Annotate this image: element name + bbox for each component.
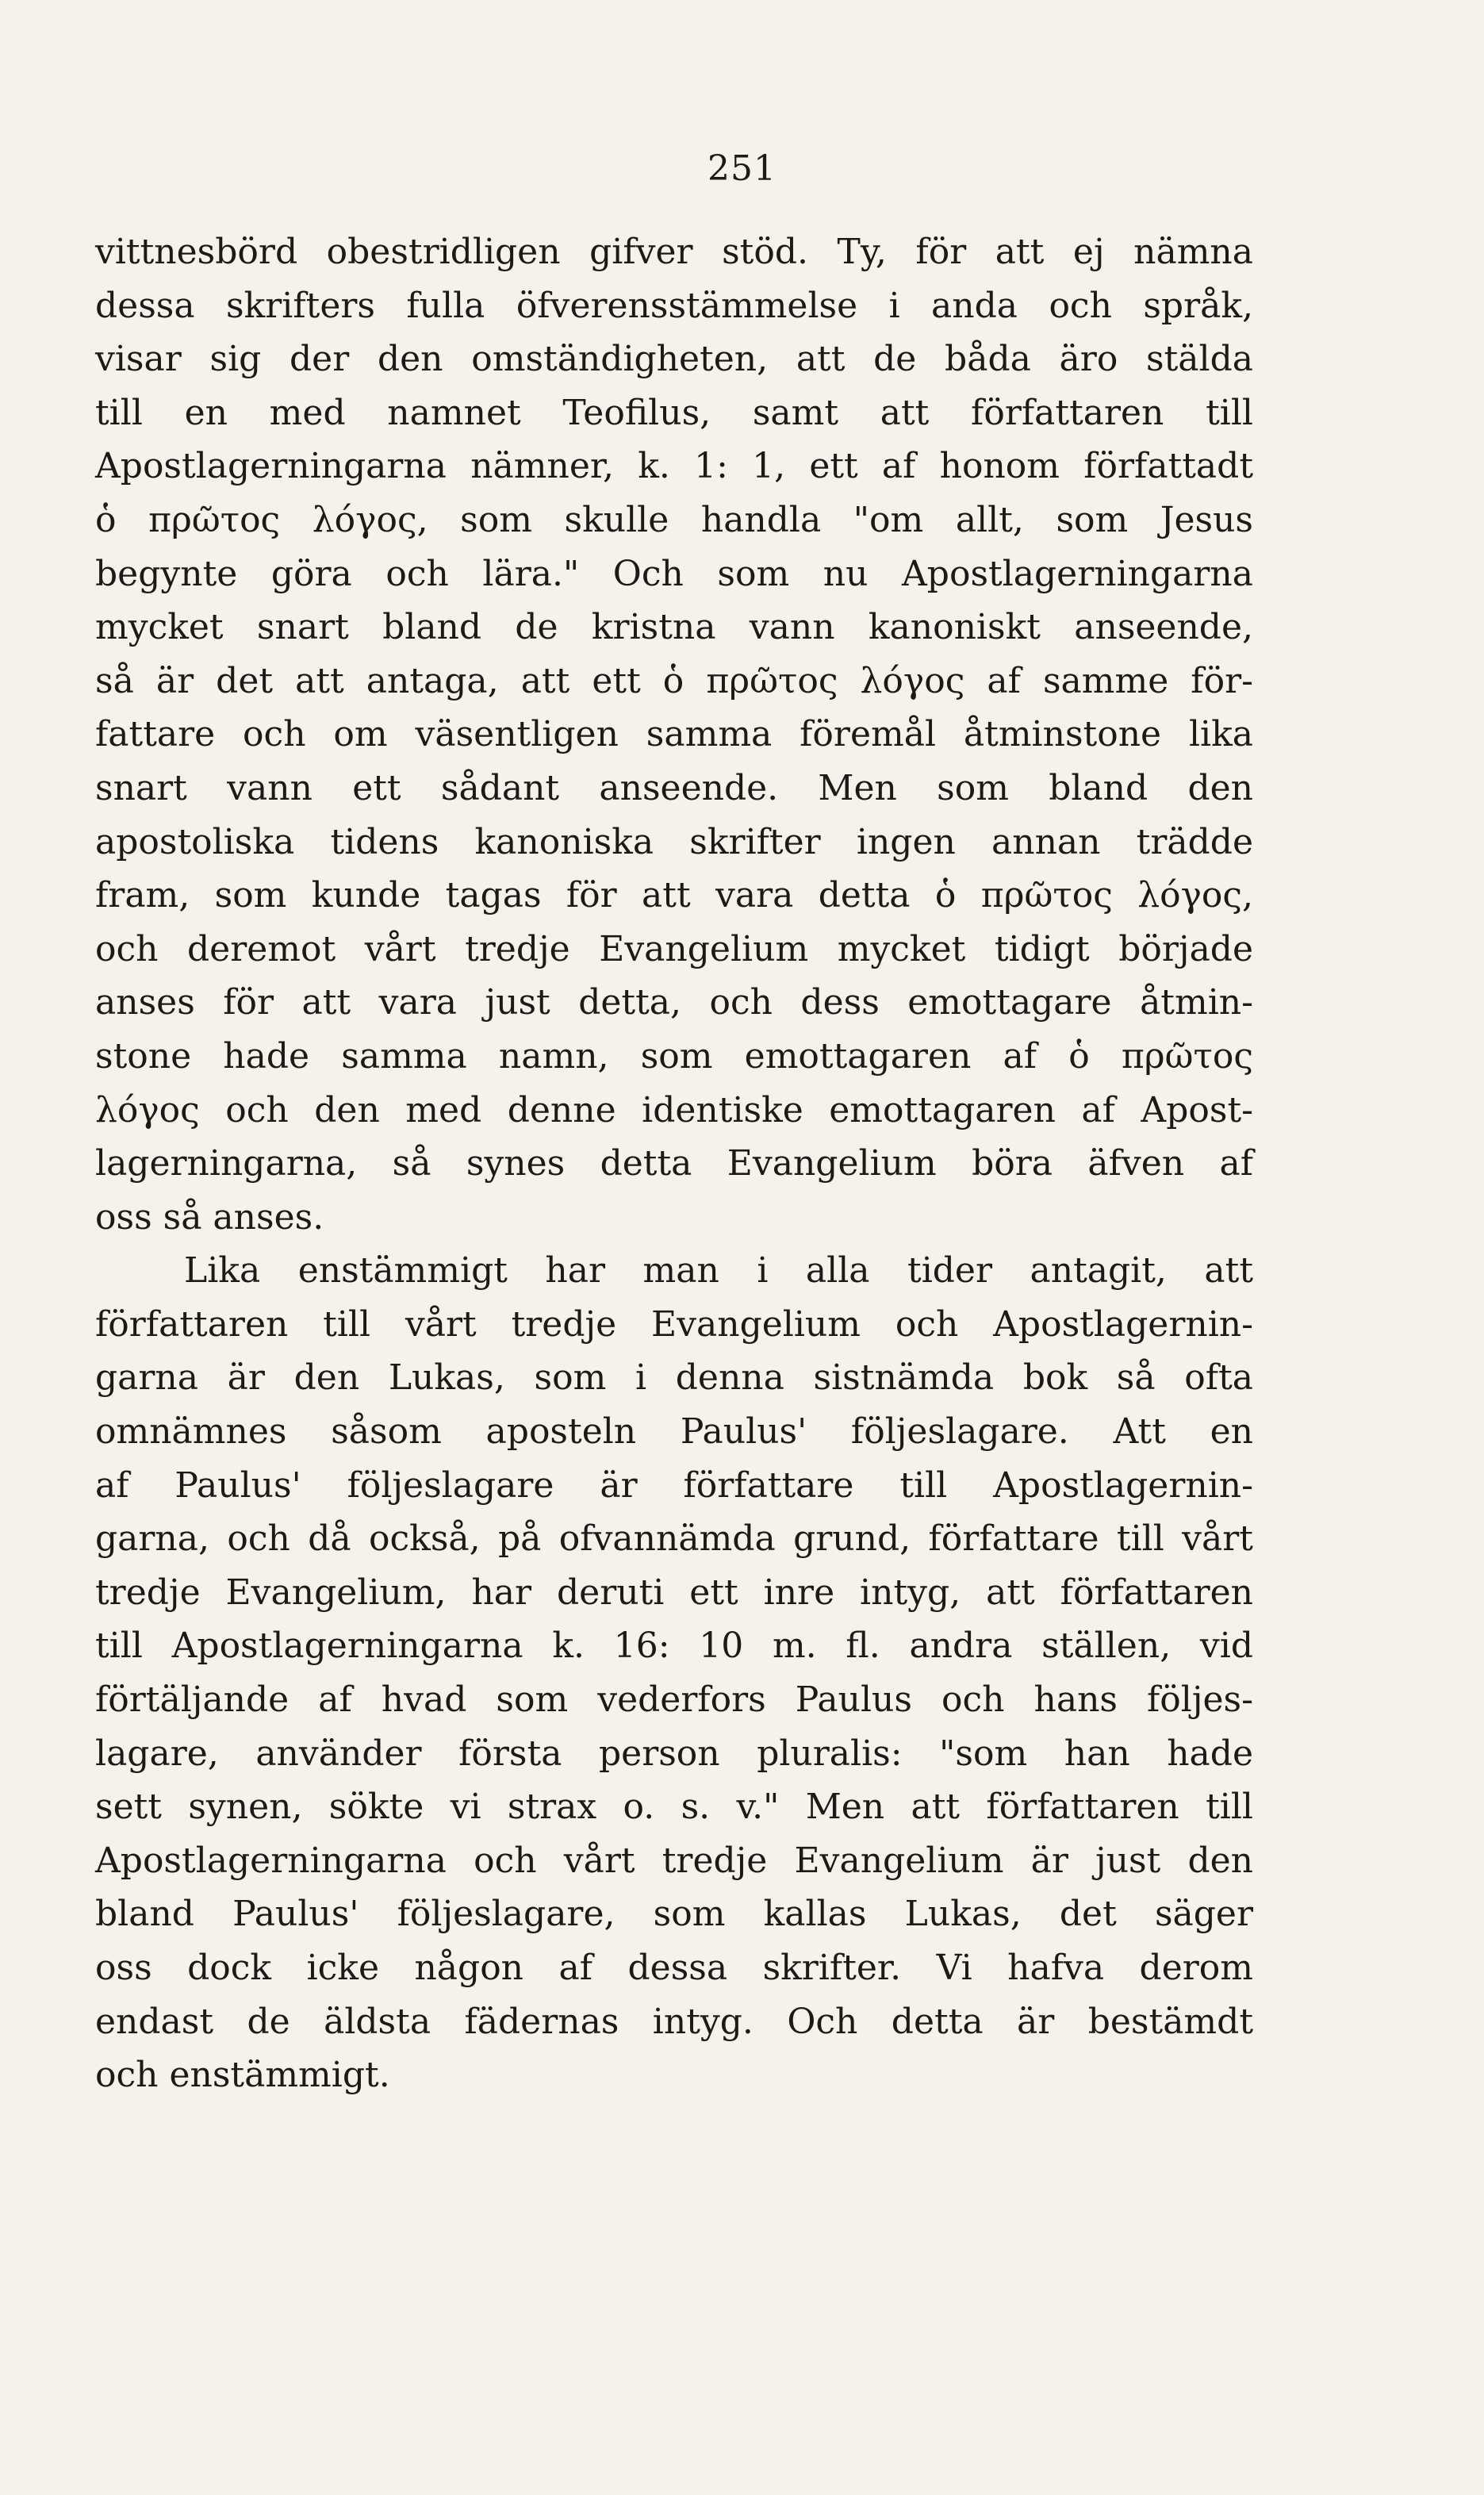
text-line: af Paulus' följeslagare är författare till Apostlagernin-	[95, 1464, 1253, 1506]
text-line: ὁ πρῶτος λόγος, som skulle handla "om allt, som Jesus	[95, 499, 1253, 540]
text-line: stone hade samma namn, som emottagaren af ὁ πρῶτος	[95, 1035, 1253, 1077]
text-line: oss dock icke någon af dessa skrifter. Vi hafva derom	[95, 1948, 1253, 1988]
text-line: Apostlagerningarna och vårt tredje Evangelium är just den	[95, 1840, 1253, 1881]
paragraph-last-line: och enstämmigt.	[95, 2055, 390, 2096]
text-line: så är det att antaga, att ett ὁ πρῶτος λόγος af samme för-	[95, 660, 1253, 701]
text-line: fram, som kunde tagas för att vara detta ὁ πρῶτος λόγος,	[95, 875, 1253, 916]
text-line: till en med namnet Teofilus, samt att författaren till	[95, 392, 1253, 433]
text-line: förtäljande af hvad som vederfors Paulus och hans följes-	[95, 1679, 1253, 1721]
text-line: visar sig der den omständigheten, att de båda äro stälda	[95, 339, 1253, 380]
text-line: fattare och om väsentligen samma föremål åtminstone lika	[95, 714, 1253, 755]
text-line: till Apostlagerningarna k. 16: 10 m. fl. andra ställen, vid	[95, 1626, 1253, 1667]
text-line: sett synen, sökte vi strax o. s. v." Men att författaren till	[95, 1787, 1253, 1828]
text-line: tredje Evangelium, har deruti ett inre intyg, att författaren	[95, 1572, 1253, 1613]
page-number: 251	[707, 148, 777, 189]
text-line: λόγος och den med denne identiske emottagaren af Apost-	[95, 1089, 1253, 1130]
text-line: mycket snart bland de kristna vann kanoniskt anseende,	[95, 607, 1253, 648]
text-line: lagare, använder första person pluralis: "som han hade	[95, 1733, 1253, 1774]
text-line: omnämnes såsom aposteln Paulus' följeslagare. Att en	[95, 1411, 1253, 1453]
text-line: lagerningarna, så synes detta Evangelium böra äfven af	[95, 1143, 1253, 1184]
paragraph-first-line: Lika enstämmigt har man i alla tider antagit, att	[184, 1250, 1253, 1292]
text-line: författaren till vårt tredje Evangelium och Apostlagernin-	[95, 1303, 1253, 1345]
text-line: garna, och då också, på ofvannämda grund, författare till vårt	[95, 1518, 1253, 1560]
paragraph-last-line: oss så anses.	[95, 1196, 324, 1238]
text-line: och deremot vårt tredje Evangelium mycket tidigt började	[95, 928, 1253, 969]
text-line: endast de äldsta fädernas intyg. Och detta är bestämdt	[95, 2001, 1253, 2042]
text-line: anses för att vara just detta, och dess emottagare åtmin-	[95, 982, 1253, 1023]
text-line: vittnesbörd obestridligen gifver stöd. Ty, för att ej nämna	[95, 232, 1253, 272]
text-line: apostoliska tidens kanoniska skrifter ingen annan trädde	[95, 821, 1253, 862]
text-line: dessa skrifters fulla öfverensstämmelse i anda och språk,	[95, 285, 1253, 326]
text-line: bland Paulus' följeslagare, som kallas Lukas, det säger	[95, 1894, 1253, 1935]
text-line: Apostlagerningarna nämner, k. 1: 1, ett af honom författadt	[95, 446, 1253, 487]
text-line: garna är den Lukas, som i denna sistnämda bok så ofta	[95, 1357, 1253, 1399]
body-text	[95, 225, 1253, 2102]
text-line: begynte göra och lära." Och som nu Apostlagerningarna	[95, 553, 1253, 594]
text-line: snart vann ett sådant anseende. Men som bland den	[95, 767, 1253, 808]
